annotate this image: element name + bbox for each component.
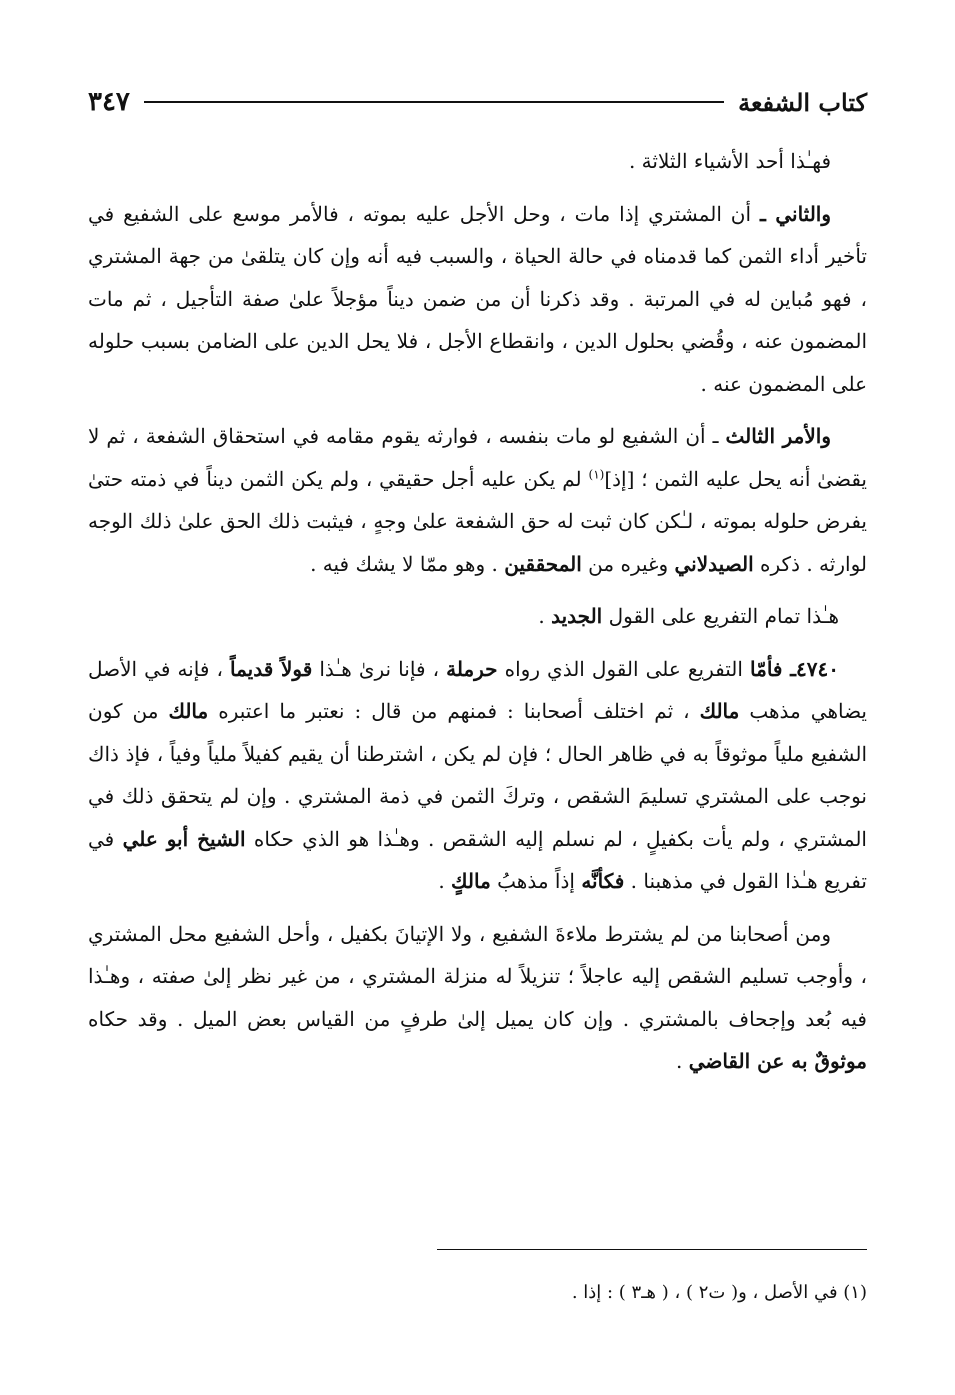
paragraph-4-bold: الجديد — [551, 604, 603, 628]
paragraph-5-bold-2: فكأنَّه — [581, 869, 625, 893]
name-saydalani: الصيدلاني — [674, 551, 754, 576]
paragraph-3 — [88, 415, 867, 585]
paragraph-6-bold: موثوقٌ به عن القاضي — [688, 1049, 867, 1073]
footnote — [88, 1278, 867, 1308]
paragraph-3-lead: والأمر الثالث — [725, 424, 831, 448]
paragraph-2 — [88, 193, 867, 406]
paragraph-5-text-g: إذاً مذهبُ — [490, 869, 582, 893]
paragraph-3-text-c: وغيره من — [581, 551, 675, 576]
footnote-rule — [437, 1249, 867, 1250]
paragraph-3-text-a: ـ أن الشفيع لو مات بنفسه ، فوارثه يقوم مقامه في استحقاق الشفعة ، ثم لا يقضىٰ أنه يحل عليه الثمن ؛ [إذ] — [88, 424, 867, 491]
paragraph-6-end: . — [675, 1049, 689, 1073]
paragraph-5-text-e: من كون الشفيع ملياً موثوقاً به في ظاهر الحال ؛ فإن لم يكن ، اشترطنا أن يقيم كفيلاً ملياً وفياً ، فإذ ذاك نوجب على المشتري تسليمَ الشقص ، وتركَ الثمن في ذمة المشتري . وإن لم يتحقق ذلك في المشتري ، ولم يأت بكفيلٍ ، لم نسلم إليه الشقص . وهـٰذا هو الذي حكاه — [88, 699, 867, 851]
paragraph-2-lead: والثاني ـ — [759, 201, 832, 226]
paragraph-5-text-c: ، فإنه في الأصل يضاهي مذهب — [88, 656, 867, 723]
paragraph-4-end: . — [538, 604, 552, 628]
footnote-ref[interactable]: (١) — [588, 466, 605, 481]
paragraph-4-text: هـٰذا تمام التفريع على القول — [602, 604, 839, 628]
footnote-text: (١) في الأصل ، و( ت٢ ) ، ( هـ٣ ) : إذا . — [571, 1282, 867, 1303]
chapter-title: كتاب الشفعة — [738, 87, 867, 117]
header-rule — [144, 101, 724, 103]
paragraph-2-text: أن المشتري إذا مات ، وحل الأجل عليه بموته ، فالأمر موسع على الشفيع في تأخير أداء الثمن كما قدمناه في حالة الحياة ، والسبب فيه أنه وإن كان يتلقىٰ من جهة المشتري ، فهو مُباين له في المرتبة . وقد ذكرنا أن من ضمن ديناً مؤجلاً علىٰ صفة التأجيل ، ثم مات المضمون عنه ، وقُضي بحلول الدين ، وانقطاع الأجل ، فلا يحل الدين على الضامن بسبب حلوله على المضمون عنه . — [88, 201, 867, 396]
paragraph-6-text: ومن أصحابنا من لم يشترط ملاءةَ الشفيع ، ولا الإتيانَ بكفيل ، وأحل الشفيع محل المشتري ، وأوجب تسليم الشقص إليه عاجلاً ؛ تنزيلاً له منزلة المشتري ، من غير نظر إلىٰ صفته ، وهـٰذا فيه بُعد وإجحاف بالمشتري . وإن كان يميل إلىٰ طرفٍ من القياس بعض الميل . وقد حكاه — [88, 921, 867, 1031]
running-header — [88, 82, 867, 122]
paragraph-5-text-d: ، ثم اختلف أصحابنا : فمنهم من قال : نعتبر ما اعتبره — [208, 699, 700, 723]
main-text — [88, 140, 867, 1093]
name-harmala: حرملة — [446, 656, 498, 681]
name-malik-1: مالك — [699, 699, 740, 723]
section-number: ٤٧٤٠ـ — [790, 656, 839, 681]
page-number: ٣٤٧ — [88, 87, 130, 117]
name-malik-3: مالكٍ — [451, 869, 491, 893]
name-abu-ali: الشيخ أبو علي — [122, 826, 246, 851]
paragraph-6 — [88, 913, 867, 1083]
paragraph-5-bold-1: قولاً قديماً — [230, 656, 313, 681]
paragraph-1-text: فهـٰذا أحد الأشياء الثلاثة . — [628, 149, 831, 173]
name-malik-2: مالك — [168, 699, 209, 723]
paragraph-5-text-a: التفريع على القول الذي رواه — [497, 656, 751, 681]
paragraph-5-text-b: ، فإنا نرىٰ هـٰذا — [312, 656, 447, 681]
paragraph-3-text-d: . وهو ممّا لا يشك فيه . — [310, 551, 505, 576]
paragraph-1 — [88, 140, 867, 183]
paragraph-5-text-h: . — [438, 869, 452, 893]
name-muhaqqiqin: المحققين — [504, 551, 582, 576]
paragraph-3-text-b: لم يكن عليه أجل حقيقي ، ولم يكن الثمن ديناً في ذمته حتىٰ يفرض حلوله بموته ، لـٰكن كان ثبت له حق الشفعة علىٰ وجهٍ ، فيثبت ذلك الحق علىٰ ذلك الوجه لوارثه . ذكره — [88, 466, 867, 576]
paragraph-5 — [88, 648, 867, 903]
paragraph-5-text-f: في تفريع هـٰذا القول في مذهبنا . — [88, 826, 867, 893]
paragraph-5-lead: فأمّا — [750, 656, 791, 681]
paragraph-4 — [88, 595, 867, 638]
